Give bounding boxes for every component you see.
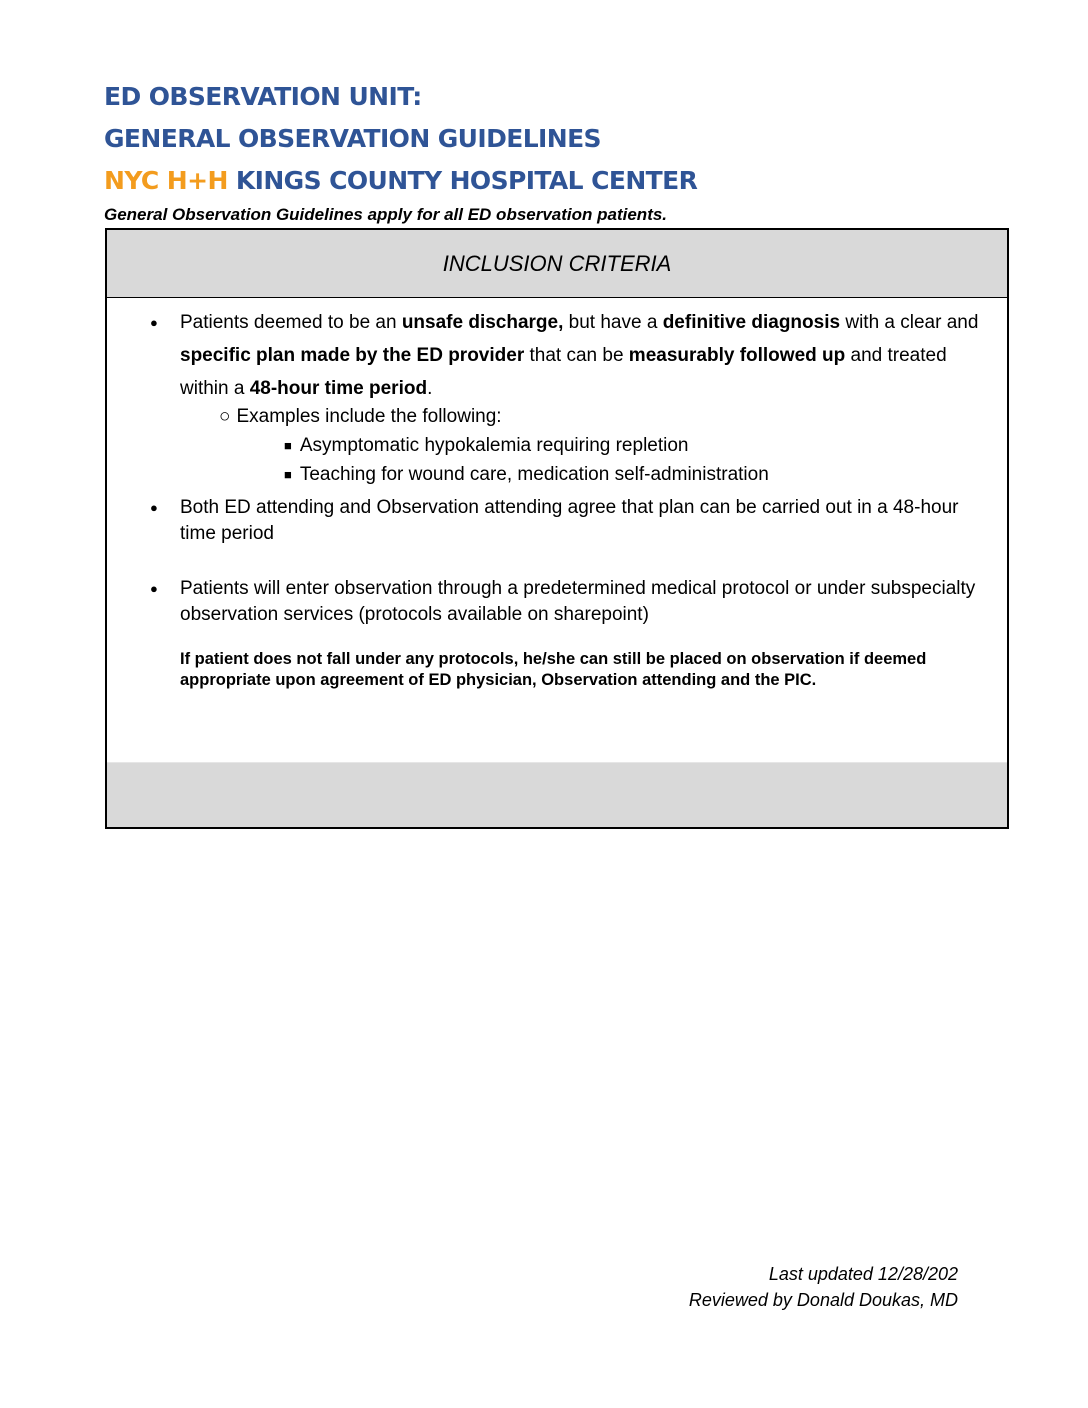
criteria-bullet-2	[150, 495, 995, 547]
box-footer	[107, 762, 1007, 827]
bullet1-text-5: and treated within a	[180, 345, 947, 399]
inclusion-criteria-box	[105, 228, 1009, 829]
criteria-bullet-3	[150, 576, 995, 628]
bullet1-bold-5: 48-hour time period	[249, 378, 428, 399]
sub-item-label: Examples include the following:	[236, 406, 502, 427]
box-header	[107, 230, 1007, 298]
square-bullet-icon: ■	[284, 467, 292, 482]
sub-sub-item-1	[284, 434, 689, 459]
bullet3-text: Patients will enter observation through a predetermined medical protocol or under subspecialty observation services (protocols available on sharepoint)	[180, 578, 976, 625]
bullet1-text-2: but have a	[563, 312, 663, 333]
criteria-bullet-1	[150, 306, 995, 405]
title-line-2: GENERAL OBSERVATION GUIDELINES	[104, 124, 601, 153]
bullet-dot-icon: ●	[150, 500, 158, 515]
subtitle: General Observation Guidelines apply for all ED observation patients.	[104, 205, 668, 224]
bullet1-bold-3: specific plan made by the ED provider	[180, 345, 525, 366]
bullet-dot-icon: ●	[150, 581, 158, 596]
circle-bullet-icon: ○	[219, 406, 231, 427]
bullet1-text-3: with a clear and	[840, 312, 979, 333]
bullet1-text-4: that can be	[524, 345, 629, 366]
square-bullet-icon: ■	[284, 438, 292, 453]
reviewed-by: Reviewed by Donald Doukas, MD	[688, 1290, 958, 1310]
sub-sub-item-1-label: Asymptomatic hypokalemia requiring repletion	[299, 435, 689, 456]
bullet1-text-6: .	[427, 378, 433, 399]
sub-sub-item-2-label: Teaching for wound care, medication self-administration	[299, 464, 769, 485]
protocol-note: If patient does not fall under any protocols, he/she can still be placed on observation if deemed appropriate upon agreement of ED physician, Observation attending and the PIC.	[180, 650, 927, 689]
bullet1-bold-2: definitive diagnosis	[662, 312, 841, 333]
bullet1-bold-1: unsafe discharge,	[401, 312, 564, 333]
bullet1-text-1: Patients deemed to be an	[180, 312, 402, 333]
hospital-name: KINGS COUNTY HOSPITAL CENTER	[227, 166, 698, 195]
inclusion-criteria-heading: INCLUSION CRITERIA	[442, 250, 672, 276]
sub-item-examples	[219, 405, 502, 429]
bullet2-text: Both ED attending and Observation attending agree that plan can be carried out in a 48-hour time period	[180, 497, 959, 544]
last-updated: Last updated 12/28/202	[768, 1264, 958, 1284]
bullet1-bold-4: measurably followed up	[628, 345, 846, 366]
bullet-dot-icon: ●	[150, 315, 158, 330]
title-line-1: ED OBSERVATION UNIT:	[104, 82, 422, 111]
nyc-hh-label: NYC H+H	[104, 166, 228, 195]
title-line-3	[104, 166, 697, 195]
sub-sub-item-2	[284, 463, 769, 488]
